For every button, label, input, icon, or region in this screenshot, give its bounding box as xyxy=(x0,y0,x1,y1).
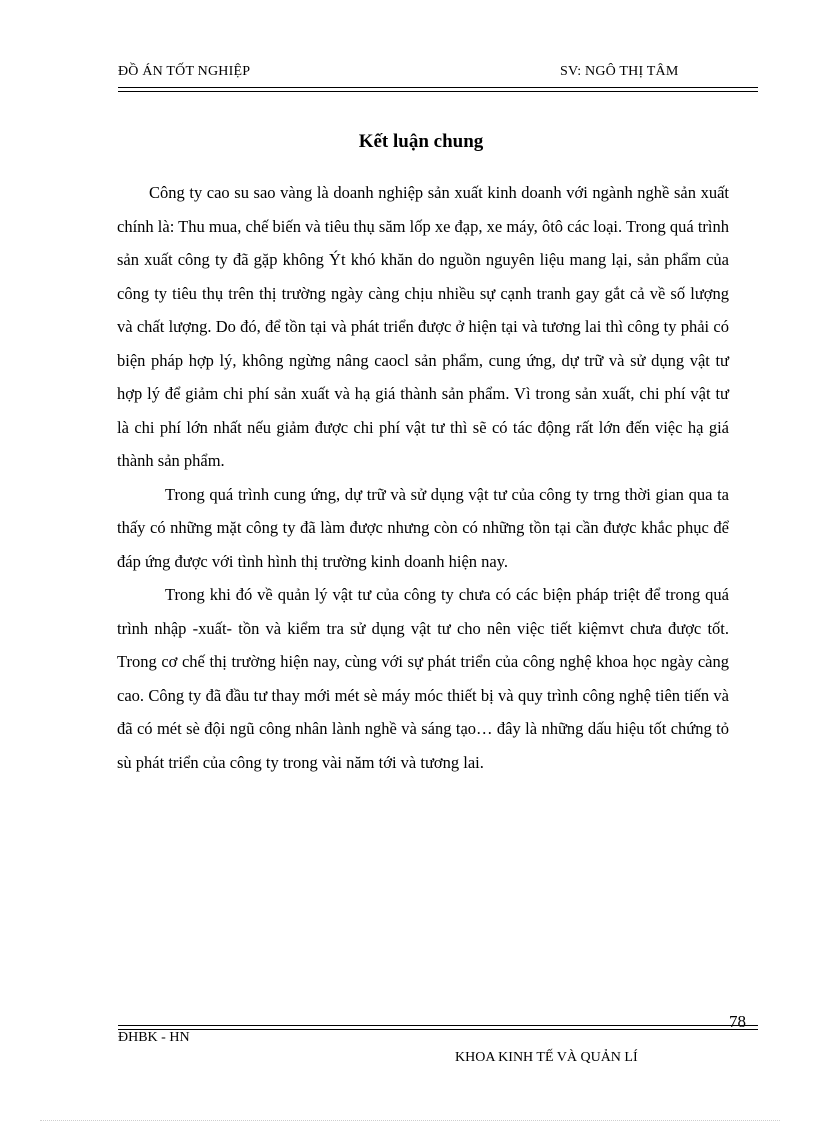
footer-right-faculty: KHOA KINH TẾ VÀ QUẢN LÍ xyxy=(455,1050,638,1065)
paragraph-3: Trong khi đó về quản lý vật tư của công ty chưa có các biện pháp triệt để trong quá trình nhập -xuất- tồn và kiểm tra sử dụng vật tư cho nên việc tiết kiệmvt chưa được tốt. Trong cơ chế thị trường hiện nay, cùng với sự phát triển của công nghệ khoa học ngày càng cao. Công ty đã đầu tư thay mới mét sè máy móc thiết bị và quy trình công nghệ tiên tiến và đã có mét sè đội ngũ công nhân lành nghề và sáng tạo… đây là những dấu hiệu tốt chứng tỏ sù phát triển của công ty trong vài năm tới và tương lai. xyxy=(117,585,729,772)
page-title: Kết luận chung xyxy=(358,131,484,152)
header-right-author: SV: NGÔ THỊ TÂM xyxy=(560,64,679,79)
footer-rule-top xyxy=(118,1025,758,1026)
paragraph-2: Trong quá trình cung ứng, dự trữ và sử dụng vật tư của công ty trng thời gian qua ta thấy có những mặt công ty đã làm được nhưng còn có những tồn tại cần được khắc phục để đáp ứng được với tình hình thị trường kinh doanh hiện nay. xyxy=(117,484,729,571)
footer-rule-bottom xyxy=(118,1029,758,1030)
header-rule-top xyxy=(118,87,758,88)
body-text xyxy=(117,176,729,779)
page-number: 78 xyxy=(729,1012,746,1031)
page-edge-dotted-line xyxy=(40,1120,780,1121)
paragraph-1: Công ty cao su sao vàng là doanh nghiệp sản xuất kinh doanh với ngành nghề sản xuất chính là: Thu mua, chế biến và tiêu thụ săm lốp xe đạp, xe máy, ôtô các loại. Trong quá trình sản xuất công ty đã gặp không Ýt khó khăn do nguồn nguyên liệu mang lại, sản phẩm của công ty tiêu thụ trên thị trường ngày càng chịu nhiều sự cạnh tranh gay gắt cả về số lượng và chất lượng. Do đó, để tồn tại và phát triển được ở hiện tại và tương lai thì công ty phải có biện pháp hợp lý, không ngừng nâng caocl sản phẩm, cung ứng, dự trữ và sử dụng vật tư hợp lý để giảm chi phí sản xuất và hạ giá thành sản phẩm. Vì trong sản xuất, chi phí vật tư là chi phí lớn nhất nếu giảm được chi phí vật tư thì sẽ có tác động rất lớn đến việc hạ giá thành sản phẩm. xyxy=(117,183,729,470)
header-rule-bottom xyxy=(118,91,758,92)
footer-left-institution: ĐHBK - HN xyxy=(118,1030,190,1045)
header-left-title: ĐỒ ÁN TỐT NGHIỆP xyxy=(118,64,251,79)
